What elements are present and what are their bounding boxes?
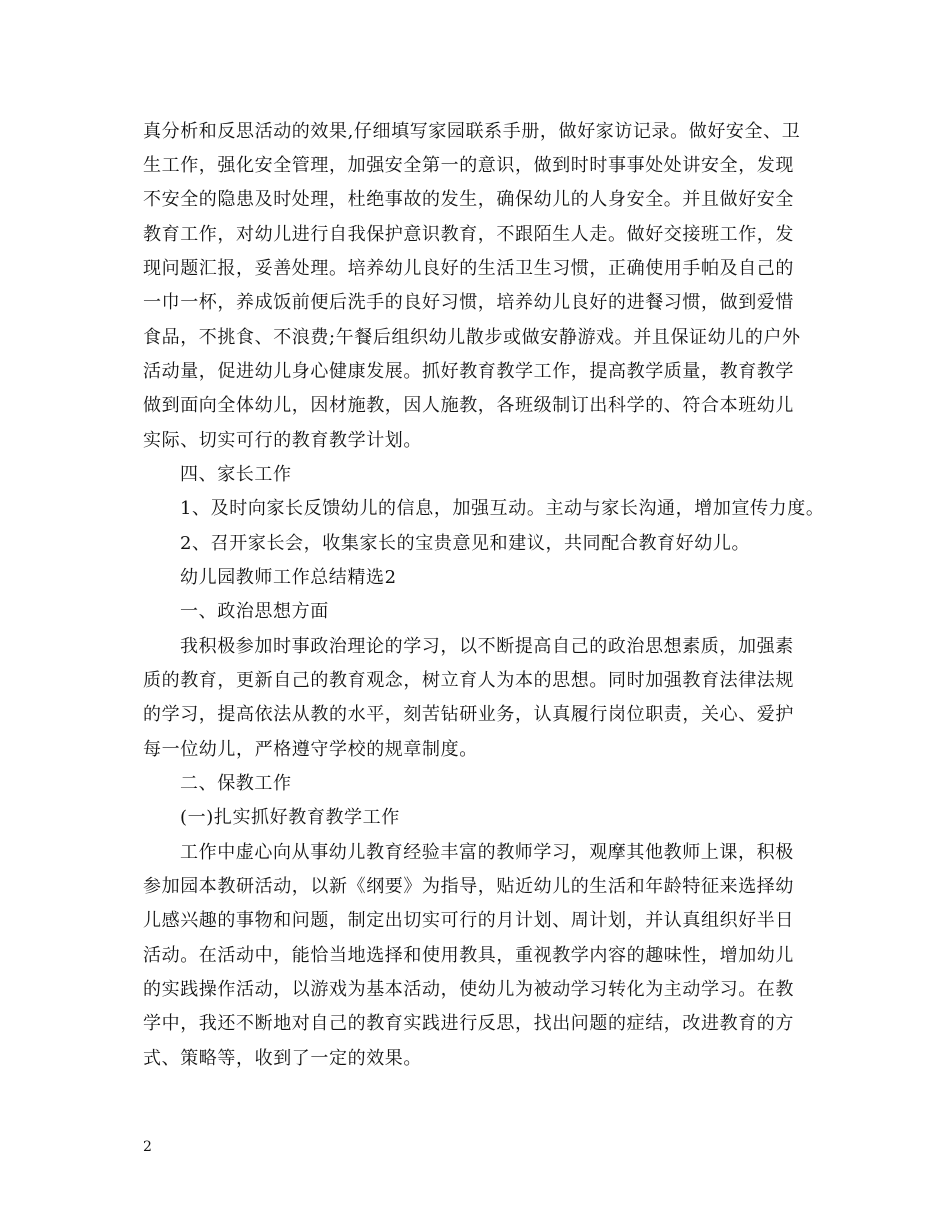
section-heading: 二、保教工作: [180, 773, 292, 794]
paragraph-line: 式、策略等，收到了一定的效果。: [143, 1048, 422, 1069]
subsection-heading: (一)扎实抓好教育教学工作: [180, 807, 400, 828]
paragraph-line: 儿感兴趣的事物和问题，制定出切实可行的月计划、周计划，并认真组织好半日: [143, 910, 794, 931]
paragraph-line: 活动量，促进幼儿身心健康发展。抓好教育教学工作，提高教学质量，教育教学: [143, 361, 794, 382]
paragraph-line: 食品，不挑食、不浪费;午餐后组织幼儿散步或做安静游戏。并且保证幼儿的户外: [143, 327, 801, 348]
paragraph-line: 参加园本教研活动，以新《纲要》为指导，贴近幼儿的生活和年龄特征来选择幼: [143, 876, 794, 897]
paragraph-line: 2、召开家长会，收集家长的宝贵意见和建议，共同配合教育好幼儿。: [180, 533, 751, 554]
paragraph-line: 生工作，强化安全管理，加强安全第一的意识，做到时时事事处处讲安全，发现: [143, 155, 794, 176]
paragraph-line: 一巾一杯，养成饭前便后洗手的良好习惯，培养幼儿良好的进餐习惯，做到爱惜: [143, 292, 794, 313]
paragraph-line: 不安全的隐患及时处理，杜绝事故的发生，确保幼儿的人身安全。并且做好安全: [143, 189, 794, 210]
paragraph-line: 1、及时向家长反馈幼儿的信息，加强互动。主动与家长沟通，增加宣传力度。: [180, 498, 825, 519]
paragraph-line: 真分析和反思活动的效果,仔细填写家园联系手册，做好家访记录。做好安全、卫: [143, 121, 801, 142]
page-number: 2: [143, 1139, 152, 1155]
paragraph-line: 学中，我还不断地对自己的教育实践进行反思，找出问题的症结，改进教育的方: [143, 1013, 794, 1034]
paragraph-line: 的实践操作活动，以游戏为基本活动，使幼儿为被动学习转化为主动学习。在教: [143, 979, 794, 1000]
paragraph-line: 活动。在活动中，能恰当地选择和使用教具，重视教学内容的趣味性，增加幼儿: [143, 945, 794, 966]
document-subtitle: 幼儿园教师工作总结精选2: [180, 567, 397, 588]
section-heading: 一、政治思想方面: [180, 601, 329, 622]
paragraph-line: 教育工作，对幼儿进行自我保护意识教育，不跟陌生人走。做好交接班工作，发: [143, 224, 794, 245]
paragraph-line: 现问题汇报，妥善处理。培养幼儿良好的生活卫生习惯，正确使用手帕及自己的: [143, 258, 794, 279]
paragraph-line: 质的教育，更新自己的教育观念，树立育人为本的思想。同时加强教育法律法规: [143, 670, 794, 691]
section-heading: 四、家长工作: [180, 464, 292, 485]
paragraph-line: 我积极参加时事政治理论的学习，以不断提高自己的政治思想素质，加强素: [180, 636, 794, 657]
paragraph-line: 每一位幼儿，严格遵守学校的规章制度。: [143, 739, 478, 760]
paragraph-line: 的学习，提高依法从教的水平，刻苦钻研业务，认真履行岗位职责，关心、爱护: [143, 704, 794, 725]
paragraph-line: 做到面向全体幼儿，因材施教，因人施教，各班级制订出科学的、符合本班幼儿: [143, 395, 794, 416]
paragraph-line: 实际、切实可行的教育教学计划。: [143, 430, 422, 451]
paragraph-line: 工作中虚心向从事幼儿教育经验丰富的教师学习，观摩其他教师上课，积极: [180, 842, 794, 863]
